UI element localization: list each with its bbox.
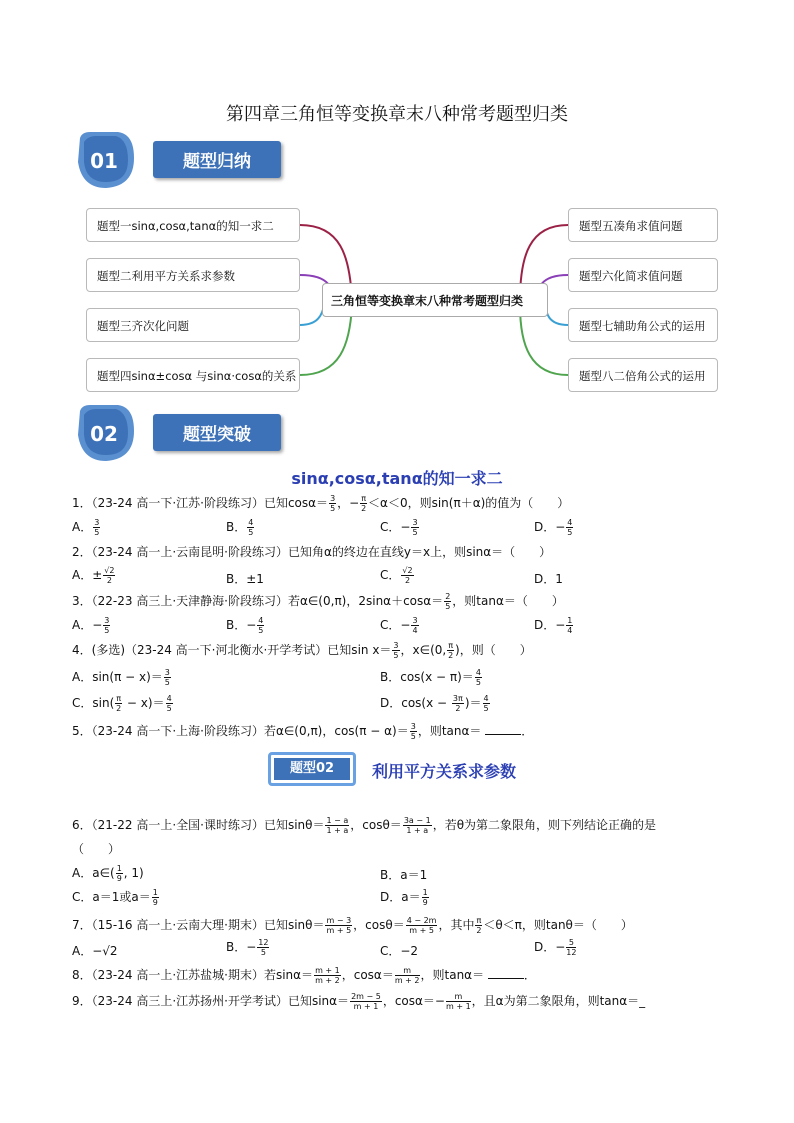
mindmap-left-item: 题型二利用平方关系求参数 xyxy=(86,258,300,292)
mindmap-left-item: 题型三齐次化问题 xyxy=(86,308,300,342)
mindmap-right-item: 题型五凑角求值问题 xyxy=(568,208,718,242)
q2-option-d: D．1 xyxy=(534,572,563,586)
answer-blank[interactable] xyxy=(485,734,521,735)
q2-option-b: B．±1 xyxy=(226,572,264,586)
question-3: 3．（22-23 高三上·天津静海·阶段练习）若α∈(0,π)，2sinα＋cosα＝ $\frac{2}{5}$ ，则tanα＝（ ） xyxy=(72,592,564,611)
question-9: 9．（23-24 高三上·江苏扬州·开学考试）已知sinα＝ $\frac{2m - 5}{m + 1}$ ，cosα＝− $\frac{m}{m + 1}$ ，且α为第二象限角，则tanα＝_ xyxy=(72,992,646,1011)
mindmap-left-item: 题型四sinα±cosα 与sinα·cosα的关系 xyxy=(86,358,300,392)
q2-option-a: A．± $\frac{√2}{2}$ xyxy=(72,566,115,585)
q3-option-c: C．− $\frac{3}{4}$ xyxy=(380,616,418,635)
q4-option-c: C．sin( $\frac{\pi}{2}$ − x)＝ $\frac{4}{5}$ xyxy=(72,694,172,713)
question-2: 2．（23-24 高一上·云南昆明·阶段练习）已知角α的终边在直线y＝x上，则sinα＝（ ） xyxy=(72,545,552,559)
q7-option-d: D．− $\frac{5}{12}$ xyxy=(534,938,577,957)
q1-option-a: A． $\frac{3}{5}$ xyxy=(72,518,100,537)
q6-option-a: A．a∈( $\frac{1}{9}$ , 1) xyxy=(72,864,144,883)
q6-option-b: B．a＝1 xyxy=(380,868,428,882)
topic-2-tag: 题型02 xyxy=(268,752,356,786)
q7-option-a: A．−√2 xyxy=(72,944,118,958)
section-number-badge xyxy=(74,130,138,196)
q1-option-d: D．− $\frac{4}{5}$ xyxy=(534,518,573,537)
question-4: 4．(多选)（23-24 高一下·河北衡水·开学考试）已知sin x＝ $\frac{3}{5}$ ，x∈(0, $\frac{\pi}{2}$ )，则（ ） xyxy=(72,641,532,660)
q1-option-c: C．− $\frac{3}{5}$ xyxy=(380,518,418,537)
question-6: 6．（21-22 高一上·全国·课时练习）已知sinθ＝ $\frac{1 - a}{1 + a}$ ，cosθ＝ $\frac{3a - 1}{1 + a}$ ，若θ为第二象限角，则下列结论正确的是 xyxy=(72,816,657,835)
question-1: 1．（23-24 高一下·江苏·阶段练习）已知cosα＝ $\frac{3}{5}$ ，− $\frac{\pi}{2}$ ＜α＜0，则sin(π＋α)的值为（ ） xyxy=(72,494,570,513)
q7-option-c: C．−2 xyxy=(380,944,419,958)
section-2-label: 题型突破 xyxy=(153,414,281,451)
mindmap-left-item: 题型一sinα,cosα,tanα的知一求二 xyxy=(86,208,300,242)
answer-blank[interactable] xyxy=(488,978,524,979)
q3-option-b: B．− $\frac{4}{5}$ xyxy=(226,616,264,635)
mindmap-right-item: 题型六化简求值问题 xyxy=(568,258,718,292)
topic-1-heading: sinα,cosα,tanα的知一求二 xyxy=(291,469,503,488)
q6-option-c: C．a＝1或a＝ $\frac{1}{9}$ xyxy=(72,888,158,907)
section-number-badge xyxy=(74,403,138,469)
mindmap-right-item: 题型八二倍角公式的运用 xyxy=(568,358,718,392)
q2-option-c: C． $\frac{√2}{2}$ xyxy=(380,566,413,585)
q3-option-a: A．− $\frac{3}{5}$ xyxy=(72,616,110,635)
page-title: 第四章三角恒等变换章末八种常考题型归类 xyxy=(226,104,568,125)
q6-paren: （ ） xyxy=(72,842,121,856)
q4-option-d: D．cos(x − $\frac{3\pi}{2}$ )＝ $\frac{4}{5}$ xyxy=(380,694,489,713)
q3-option-d: D．− $\frac{1}{4}$ xyxy=(534,616,573,635)
section-2-number: 02 xyxy=(90,422,118,446)
mindmap-center: 三角恒等变换章末八种常考题型归类 xyxy=(322,283,548,317)
question-8: 8．（23-24 高一上·江苏盐城·期末）若sinα＝ $\frac{m + 1}{m + 2}$ ，cosα＝ $\frac{m}{m + 2}$ ，则tanα＝ ． xyxy=(72,966,536,985)
q1-option-b: B． $\frac{4}{5}$ xyxy=(226,518,254,537)
topic-2-heading: 利用平方关系求参数 xyxy=(372,762,517,781)
question-7: 7．（15-16 高一上·云南大理·期末）已知sinθ＝ $\frac{m - 3}{m + 5}$ ，cosθ＝ $\frac{4 - 2m}{m + 5}$ ，其中 $\frac{\pi}{2}$ ＜θ＜π，则tanθ＝（ ） xyxy=(72,916,633,935)
q6-option-d: D．a＝ $\frac{1}{9}$ xyxy=(380,888,428,907)
q7-option-b: B．− $\frac{12}{5}$ xyxy=(226,938,269,957)
section-1-label: 题型归纳 xyxy=(153,141,281,178)
section-1-number: 01 xyxy=(90,149,118,173)
mindmap-right-item: 题型七辅助角公式的运用 xyxy=(568,308,718,342)
question-5: 5．（23-24 高一下·上海·阶段练习）若α∈(0,π)，cos(π − α)＝ $\frac{3}{5}$ ，则tanα＝ ． xyxy=(72,722,534,741)
q4-option-a: A．sin(π − x)＝ $\frac{3}{5}$ xyxy=(72,668,170,687)
q4-option-b: B．cos(x − π)＝ $\frac{4}{5}$ xyxy=(380,668,481,687)
